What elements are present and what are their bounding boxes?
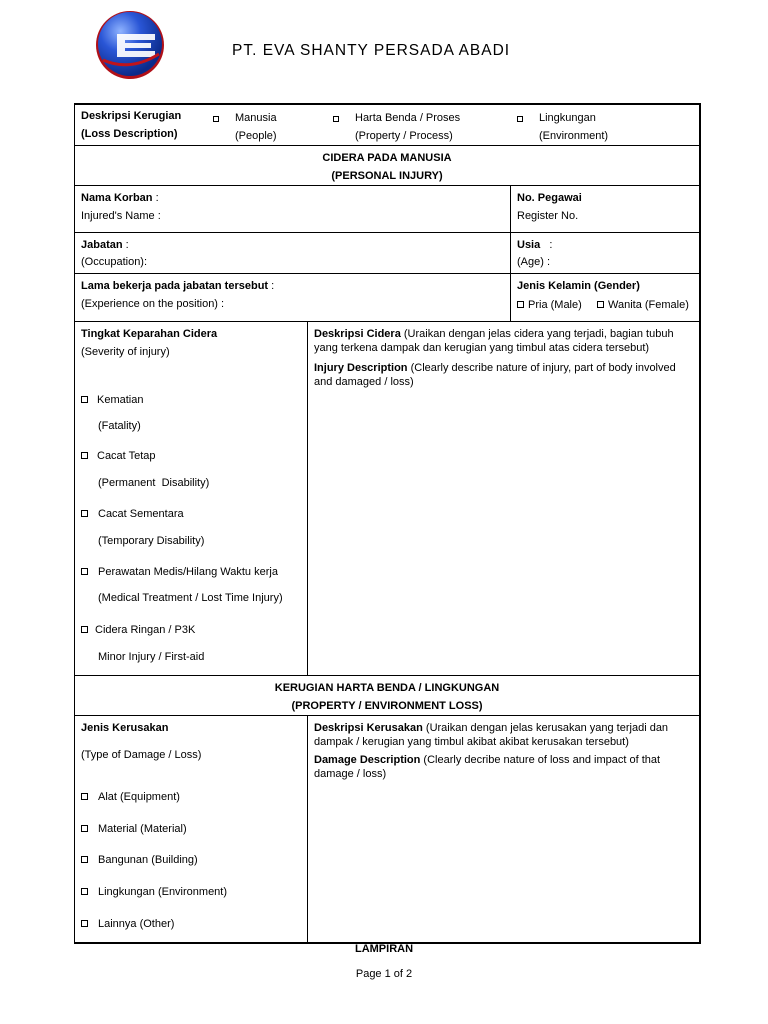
name-row [75, 186, 699, 233]
damage-row [75, 716, 699, 942]
loss-report-form [74, 103, 701, 944]
severity-option-label-en: (Permanent Disability) [98, 477, 210, 489]
experience-label: Lama bekerja pada jabatan tersebut [81, 280, 269, 292]
option-label-en: (Property / Process) [355, 130, 453, 142]
injury-description-field[interactable] [314, 327, 692, 355]
injured-name-label: Nama Korban [81, 192, 153, 204]
loss-description-label: Deskripsi Kerugian [81, 110, 182, 122]
separator: : [152, 192, 159, 204]
injury-description-label: Deskripsi Cidera [314, 328, 401, 340]
checkbox-icon[interactable] [213, 112, 219, 126]
injury-description-text-en: (Clearly describe nature of injury, part of body involved and damaged / loss) [314, 362, 676, 388]
loss-description-label-en: (Loss Description) [81, 128, 178, 140]
severity-option-label: Cidera Ringan / P3K [95, 624, 196, 636]
severity-row [75, 322, 699, 676]
experience-field[interactable] [81, 279, 274, 293]
severity-option-temporary[interactable] [81, 507, 184, 521]
checkbox-icon[interactable] [597, 301, 604, 308]
damage-option-label: Material (Material) [98, 823, 187, 835]
severity-option-medical[interactable] [81, 565, 278, 579]
damage-option-material[interactable] [81, 822, 187, 836]
occupation-label: Jabatan [81, 239, 123, 251]
severity-label: Tingkat Keparahan Cidera [81, 328, 218, 340]
injured-name-field[interactable] [81, 191, 159, 205]
checkbox-icon[interactable] [81, 856, 88, 863]
injury-description-label-en: Injury Description [314, 362, 408, 374]
severity-option-permanent[interactable] [81, 449, 156, 463]
experience-row [75, 274, 699, 322]
section-title: KERUGIAN HARTA BENDA / LINGKUNGAN [274, 682, 500, 694]
damage-description-text: (Uraikan dengan jelas kerusakan yang terjadi dan dampak / kerugian yang timbul akibat akibat kerusakan tersebut) [314, 722, 669, 748]
section-title-en: (PERSONAL INJURY) [331, 170, 443, 182]
checkbox-icon[interactable] [81, 888, 88, 895]
severity-label-en: (Severity of injury) [81, 346, 170, 358]
severity-option-label: Kematian [97, 394, 144, 406]
checkbox-icon[interactable] [333, 112, 339, 126]
attachment-label: LAMPIRAN [354, 943, 414, 955]
checkbox-icon[interactable] [517, 112, 523, 126]
option-label-en: (Environment) [539, 130, 609, 142]
option-label: Lingkungan [539, 112, 596, 124]
section-title-en: (PROPERTY / ENVIRONMENT LOSS) [291, 700, 483, 712]
age-label-en: (Age) : [517, 256, 551, 268]
company-name: PT. EVA SHANTY PERSADA ABADI [232, 42, 511, 59]
option-label: Harta Benda / Proses [355, 112, 461, 124]
severity-option-label-en: (Medical Treatment / Lost Time Injury) [98, 592, 283, 604]
occupation-label-en: (Occupation): [81, 256, 148, 268]
occupation-field[interactable] [81, 238, 129, 252]
attachment-heading [0, 943, 768, 955]
occupation-row [75, 233, 699, 274]
separator: : [122, 239, 129, 251]
severity-option-label-en: (Temporary Disability) [98, 535, 205, 547]
checkbox-icon[interactable] [81, 396, 88, 403]
separator: : [540, 239, 553, 251]
age-field[interactable] [517, 238, 552, 252]
damage-type-label: Jenis Kerusakan [81, 722, 169, 734]
register-no-label: No. Pegawai [517, 192, 582, 204]
divider [510, 186, 511, 233]
damage-description-field-en [314, 753, 692, 781]
injured-name-label-en: Injured's Name : [81, 210, 161, 222]
divider [307, 716, 308, 942]
option-label: Manusia [235, 112, 277, 124]
injury-description-text: (Uraikan dengan jelas cidera yang terjadi, bagian tubuh yang terkena dampak dan kerugian yang timbul atas cidera tersebut) [314, 328, 674, 354]
damage-description-field[interactable] [314, 721, 692, 749]
checkbox-icon[interactable] [81, 568, 88, 575]
page-header [0, 0, 768, 95]
page-number: Page 1 of 2 [355, 968, 413, 980]
personal-injury-heading [75, 146, 699, 186]
damage-description-text-en: (Clearly decribe nature of loss and impact of that damage / loss) [314, 754, 661, 780]
severity-option-label: Cacat Sementara [98, 508, 184, 520]
checkbox-icon[interactable] [81, 825, 88, 832]
section-title: CIDERA PADA MANUSIA [322, 152, 452, 164]
divider [307, 322, 308, 676]
checkbox-icon[interactable] [81, 510, 88, 517]
gender-female-option[interactable] [597, 298, 689, 312]
damage-option-equipment[interactable] [81, 790, 180, 804]
damage-option-label: Alat (Equipment) [98, 791, 180, 803]
company-logo [95, 10, 165, 80]
damage-option-label: Lingkungan (Environment) [98, 886, 228, 898]
checkbox-icon[interactable] [517, 301, 524, 308]
register-no-label-en: Register No. [517, 210, 579, 222]
checkbox-icon[interactable] [81, 452, 88, 459]
damage-option-environment[interactable] [81, 885, 227, 899]
option-label-en: (People) [235, 130, 277, 142]
severity-option-minor[interactable] [81, 623, 195, 637]
severity-option-label: Perawatan Medis/Hilang Waktu kerja [98, 566, 278, 578]
damage-type-label-en: (Type of Damage / Loss) [81, 749, 202, 761]
property-loss-heading [75, 676, 699, 716]
severity-option-label-en: Minor Injury / First-aid [98, 651, 205, 663]
checkbox-icon[interactable] [81, 793, 88, 800]
damage-option-other[interactable] [81, 917, 174, 931]
age-label: Usia [517, 239, 541, 251]
divider [510, 274, 511, 322]
gender-male-label: Pria (Male) [528, 299, 582, 311]
severity-option-label: Cacat Tetap [97, 450, 156, 462]
divider [510, 233, 511, 274]
loss-description-row [75, 105, 699, 146]
gender-male-option[interactable] [517, 298, 582, 312]
separator: : [268, 280, 275, 292]
severity-option-label-en: (Fatality) [98, 420, 141, 432]
damage-option-label: Lainnya (Other) [98, 918, 175, 930]
damage-description-label: Deskripsi Kerusakan [314, 722, 423, 734]
checkbox-icon[interactable] [81, 920, 88, 927]
damage-option-label: Bangunan (Building) [98, 854, 198, 866]
severity-option-fatality[interactable] [81, 393, 143, 407]
experience-label-en: (Experience on the position) : [81, 298, 225, 310]
damage-description-label-en: Damage Description [314, 754, 421, 766]
checkbox-icon[interactable] [81, 626, 88, 633]
damage-option-building[interactable] [81, 853, 198, 867]
gender-female-label: Wanita (Female) [608, 299, 689, 311]
injury-description-field-en [314, 361, 692, 389]
gender-label: Jenis Kelamin (Gender) [517, 280, 640, 292]
